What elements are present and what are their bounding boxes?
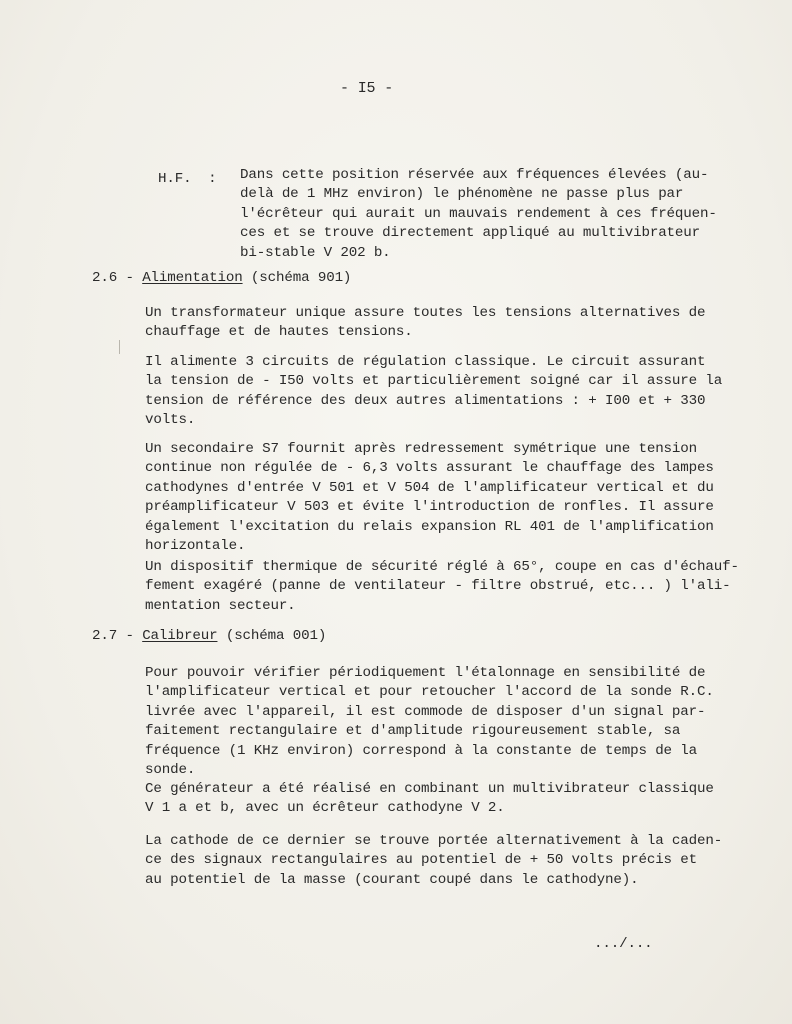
text-line: l'amplificateur vertical et pour retoucher l'accord de la sonde R.C. <box>145 684 714 701</box>
page-number: - I5 - <box>340 80 394 97</box>
section-heading-calibreur <box>92 627 326 646</box>
section-title: Alimentation <box>142 270 243 286</box>
section-ref: (schéma 001) <box>217 628 327 644</box>
margin-mark <box>119 340 120 354</box>
text-line: V 1 a et b, avec un écrêteur cathodyne V 2. <box>145 800 505 817</box>
section-ref: (schéma 901) <box>242 270 352 286</box>
text-line: fréquence (1 KHz environ) correspond à la constante de temps de la <box>145 742 698 759</box>
paragraph <box>145 832 722 890</box>
text-line: Pour pouvoir vérifier périodiquement l'étalonnage en sensibilité de <box>145 665 706 681</box>
text-line: Un transformateur unique assure toutes les tensions alternatives de <box>145 305 706 321</box>
text-line: volts. <box>145 412 196 429</box>
text-line: également l'excitation du relais expansion RL 401 de l'amplification <box>145 518 714 535</box>
section-number: 2.7 - <box>92 628 143 644</box>
paragraph <box>145 440 714 556</box>
text-line: la tension de - I50 volts et particulièrement soigné car il assure la <box>145 373 723 390</box>
text-line: mentation secteur. <box>145 597 296 614</box>
text-line: tension de référence des deux autres alimentations : + I00 et + 330 <box>145 392 706 409</box>
text-line: au potentiel de la masse (courant coupé dans le cathodyne). <box>145 871 639 888</box>
hf-line: bi-stable V 202 b. <box>240 244 391 261</box>
text-line: Ce générateur a été réalisé en combinant un multivibrateur classique <box>145 781 714 797</box>
text-line: La cathode de ce dernier se trouve portée alternativement à la caden- <box>145 833 723 849</box>
hf-line: l'écrêteur qui aurait un mauvais rendement à ces fréquen- <box>240 205 717 222</box>
paragraph <box>145 664 714 780</box>
text-line: chauffage et de hautes tensions. <box>145 324 413 341</box>
section-heading-alimentation <box>92 269 351 288</box>
text-line: Un dispositif thermique de sécurité réglé à 65°, coupe en cas d'échauf- <box>145 559 739 575</box>
paragraph <box>145 558 739 616</box>
paragraph <box>145 304 705 343</box>
paragraph <box>145 353 722 431</box>
hf-description <box>240 166 717 263</box>
text-line: préamplificateur V 503 et évite l'introduction de ronfles. Il assure <box>145 499 714 516</box>
hf-label: H.F. : <box>158 171 217 187</box>
hf-line: Dans cette position réservée aux fréquences élevées (au- <box>240 167 709 183</box>
text-line: sonde. <box>145 762 196 779</box>
hf-line: ces et se trouve directement appliqué au multivibrateur <box>240 225 701 242</box>
text-line: Il alimente 3 circuits de régulation classique. Le circuit assurant <box>145 354 706 370</box>
text-line: horizontale. <box>145 538 246 555</box>
text-line: cathodynes d'entrée V 501 et V 504 de l'amplificateur vertical et du <box>145 479 714 496</box>
text-line: fement exagéré (panne de ventilateur - filtre obstrué, etc... ) l'ali- <box>145 578 731 595</box>
continuation-mark: .../... <box>594 936 653 952</box>
text-line: livrée avec l'appareil, il est commode de disposer d'un signal par- <box>145 703 706 720</box>
hf-line: delà de 1 MHz environ) le phénomène ne passe plus par <box>240 186 684 203</box>
text-line: Un secondaire S7 fournit après redressement symétrique une tension <box>145 441 698 457</box>
section-number: 2.6 - <box>92 270 143 286</box>
text-line: faitement rectangulaire et d'amplitude rigoureusement stable, sa <box>145 723 681 740</box>
text-line: continue non régulée de - 6,3 volts assurant le chauffage des lampes <box>145 460 714 477</box>
section-title: Calibreur <box>142 628 218 644</box>
text-line: ce des signaux rectangulaires au potentiel de + 50 volts précis et <box>145 852 698 869</box>
paragraph <box>145 780 714 819</box>
